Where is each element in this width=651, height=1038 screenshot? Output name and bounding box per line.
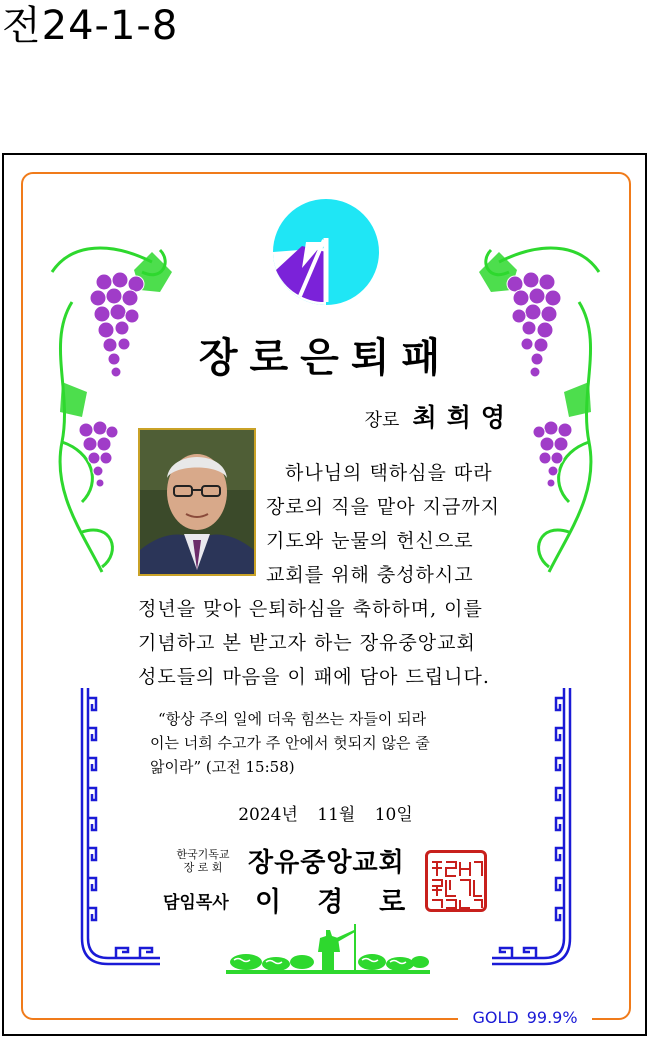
body-line-7: 성도들의 마음을 이 패에 담아 드립니다. [138,666,490,688]
body-line-5: 정년을 맞아 은퇴하심을 축하하며, 이를 [138,598,483,620]
denomination-line-1: 한국기독교 [176,848,230,861]
body-line-4: 교회를 위해 충성하시고 [266,564,474,586]
verse-line-2: 이는 너희 수고가 주 안에서 헛되지 않은 줄 [150,734,430,752]
verse-line-1: “항상 주의 일에 더욱 힘쓰는 자들이 되라 [158,710,427,728]
body-line-6: 기념하고 본 받고자 하는 장유중앙교회 [138,632,476,654]
recipient-photo [138,428,256,576]
recipient [300,398,515,434]
gold-purity-badge [458,1006,592,1030]
greek-fret-right-icon [490,688,576,974]
body-line-2: 장로의 직을 맡아 지금까지 [266,496,501,518]
church-name: 장유중앙교회 [248,848,405,878]
product-code: 전24-1-8 [2,3,179,49]
plaque-title: 장로은퇴패 [198,335,453,381]
presentation-date: 2024년 11월 10일 [238,805,413,825]
portrait-image [140,430,254,574]
recipient-role: 장로 [364,410,400,431]
recipient-name: 최희영 [412,403,515,432]
pastor-name: 이경로 [255,887,442,918]
gold-material: GOLD [472,1008,519,1027]
denomination-line-2: 장 로 회 [183,861,223,874]
church-seal-icon [425,850,487,912]
church-logo-icon [272,198,380,306]
shepherd-flock-icon [226,922,430,978]
verse-line-3: 앎이라” (고전 15:58) [150,758,295,776]
pastor-title: 담임목사 [163,893,229,913]
body-line-3: 기도와 눈물의 헌신으로 [266,530,474,552]
body-line-1: 하나님의 택하심을 따라 [285,462,493,484]
denomination [163,848,243,874]
greek-fret-left-icon [76,688,162,974]
gold-purity: 99.9% [526,1008,578,1027]
